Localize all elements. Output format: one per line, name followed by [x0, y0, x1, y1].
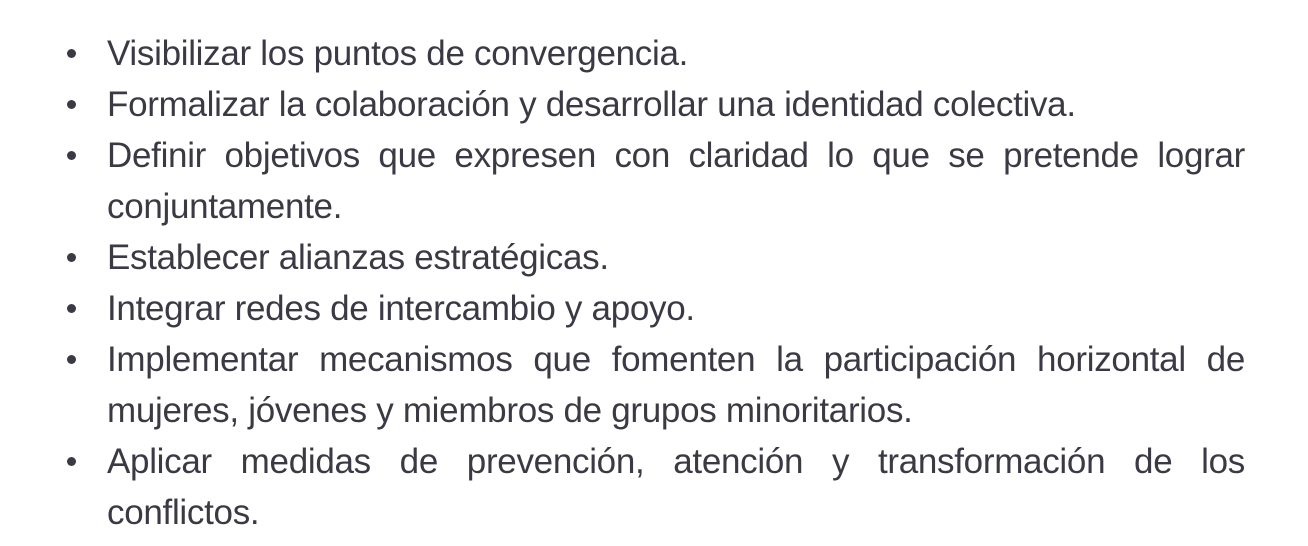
bullet-list: [65, 28, 1245, 538]
list-item: [65, 283, 1245, 334]
list-item: [65, 334, 1245, 436]
list-item-text: Aplicar medidas de prevención, atención y transformación de los conflictos.: [107, 442, 1245, 532]
bullet-icon: [67, 253, 76, 262]
list-item: [65, 232, 1245, 283]
list-item: [65, 28, 1245, 79]
list-item-text: Integrar redes de intercambio y apoyo.: [107, 289, 695, 328]
bullet-icon: [67, 100, 76, 109]
bullet-icon: [67, 151, 76, 160]
bullet-icon: [67, 457, 76, 466]
list-item: [65, 79, 1245, 130]
list-item: [65, 436, 1245, 538]
bullet-icon: [67, 49, 76, 58]
list-item-text: Implementar mecanismos que fomenten la participación horizontal de mujeres, jóvenes y miembros de grupos minoritarios.: [107, 340, 1245, 430]
list-item-text: Visibilizar los puntos de convergencia.: [107, 34, 689, 73]
list-item-text: Formalizar la colaboración y desarrollar una identidad colectiva.: [107, 85, 1076, 124]
bullet-icon: [67, 355, 76, 364]
bullet-icon: [67, 304, 76, 313]
list-item-text: Definir objetivos que expresen con claridad lo que se pretende lograr conjuntamente.: [107, 136, 1245, 226]
list-item-text: Establecer alianzas estratégicas.: [107, 238, 609, 277]
list-item: [65, 130, 1245, 232]
